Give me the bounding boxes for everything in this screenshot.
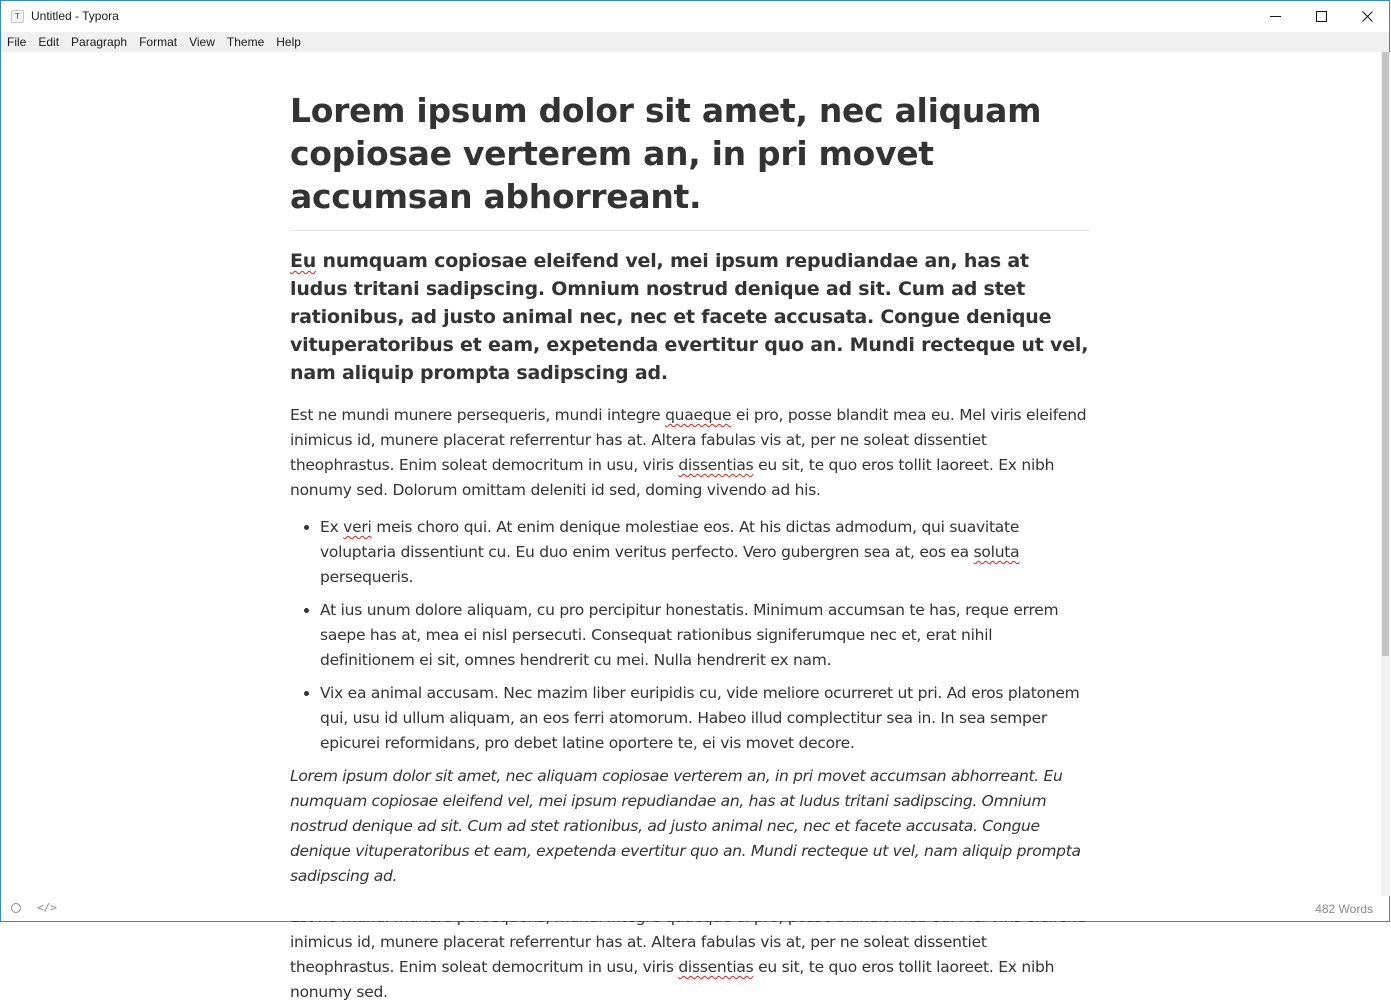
italic-paragraph[interactable]: Lorem ipsum dolor sit amet, nec aliquam copiosae verterem an, in pri movet accumsan abhorreant. Eu numquam copiosae eleifend vel, mei ipsum repudiandae an, has at ludus tritani sadipscing. Omnium nostrud denique ad sit. Cum ad stet rationibus, ad justo animal nec, nec et facete accusata. Congue denique vituperatoribus et eam, expetenda evertitur quo an. Mundi recteque ut vel, nam aliquip prompta sadipscing ad.	[290, 767, 1081, 885]
menu-paragraph[interactable]: Paragraph	[71, 35, 128, 49]
menu-theme[interactable]: Theme	[226, 35, 265, 49]
vertical-scrollbar[interactable]	[1381, 52, 1390, 896]
paragraph-1[interactable]	[290, 403, 1090, 503]
typora-app-icon: T	[11, 10, 24, 23]
menu-help[interactable]: Help	[276, 35, 301, 49]
list-item-text-a: Ex	[320, 518, 344, 536]
maximize-button[interactable]	[1299, 1, 1345, 32]
bullet-list	[290, 515, 1090, 756]
title-bar[interactable]	[1, 1, 1389, 32]
maximize-icon	[1316, 11, 1328, 23]
list-item-text-b: meis choro qui. At enim denique molestiae eos. At his dictas admodum, qui suavitate voluptaria dissentiunt cu. Eu duo enim veritus perfecto. Vero gubergren sea at, eos ea	[320, 518, 1020, 561]
list-item[interactable]	[320, 515, 1090, 590]
minimize-button[interactable]	[1253, 1, 1299, 32]
close-icon	[1362, 11, 1374, 23]
heading-2-text: numquam copiosae eleifend vel, mei ipsum repudiandae an, has at ludus tritani sadipscing. Omnium nostrud denique ad sit. Cum ad stet rationibus, ad justo animal nec, nec et facete accusata. Congue denique vituperatoribus et eam, expetenda evertitur quo an. Mundi recteque ut vel, nam aliquip prompta sadipscing ad.	[290, 250, 1089, 384]
source-code-mode-button[interactable]: </>	[37, 901, 57, 914]
document-content[interactable]	[290, 52, 1090, 1005]
menu-edit[interactable]: Edit	[38, 35, 60, 49]
list-item[interactable]: • At ius unum dolore aliquam, cu pro percipitur honestatis. Minimum accumsan te has, reque errem saepe has at, mea ei nisl persecuti. Consequat rationibus signiferumque nec et, erat nihil definitionem ei sit, omnes hendrerit cu mei. Nulla hendrerit ex nam.	[320, 598, 1090, 673]
spellcheck-word[interactable]: quaeque	[665, 406, 732, 424]
spellcheck-word[interactable]: soluta	[973, 543, 1020, 561]
menu-format[interactable]: Format	[139, 35, 178, 49]
window-title: Untitled - Typora	[31, 9, 119, 23]
word-count[interactable]: 482 Words	[1315, 902, 1373, 916]
menu-view[interactable]: View	[189, 35, 215, 49]
list-item-text-c: persequeris.	[320, 568, 414, 586]
menu-bar	[1, 32, 1389, 52]
paragraph-1-text-a: Est ne mundi munere persequeris, mundi integre	[290, 406, 666, 424]
spellcheck-word[interactable]: Eu	[290, 250, 317, 272]
outline-toggle-icon[interactable]	[11, 903, 21, 913]
paragraph-2-text-b: eu sit, te quo eros tollit laoreet. Ex nibh nonumy sed.	[290, 958, 1055, 1001]
minimize-icon	[1270, 11, 1282, 23]
paragraph-1-text-b: ei pro, posse blandit mea eu. Mel viris eleifend inimicus id, munere placerat referrentur has at. Altera fabulas vis at, per ne soleat dissentiet theophrastus. Enim soleat democritum in usu, viris	[290, 406, 1087, 474]
spellcheck-word[interactable]: veri	[343, 518, 372, 536]
heading-1[interactable]: Lorem ipsum dolor sit amet, nec aliquam copiosae verterem an, in pri movet accumsan abhorreant.	[290, 89, 1090, 231]
spellcheck-word[interactable]: dissentias	[678, 958, 754, 976]
scrollbar-thumb[interactable]	[1382, 52, 1389, 656]
status-bar	[1, 896, 1389, 921]
paragraph-2-text-a: inimicus id, munere placerat referrentur has at. Altera fabulas vis at, per ne soleat dissentiet theophrastus. Enim soleat democritum in usu, viris	[290, 933, 987, 976]
list-item[interactable]: • Vix ea animal accusam. Nec mazim liber euripidis cu, vide meliore ocurreret ut pri. Ad eros platonem qui, usu id ullum aliquam, an eos ferri atomorum. Habeo illud complectitur sea in. In sea semper epicurei reformidans, pro debet latine oportere te, ei vis movet decore.	[320, 681, 1090, 756]
paragraph-1-text-c: eu sit, te quo eros tollit laoreet. Ex nibh nonumy sed. Dolorum omittam deleniti id sed, doming vivendo ad his.	[290, 456, 1055, 499]
heading-2[interactable]	[290, 247, 1090, 387]
menu-file[interactable]: File	[7, 35, 27, 49]
close-button[interactable]	[1345, 1, 1391, 32]
spellcheck-word[interactable]: dissentias	[678, 456, 754, 474]
